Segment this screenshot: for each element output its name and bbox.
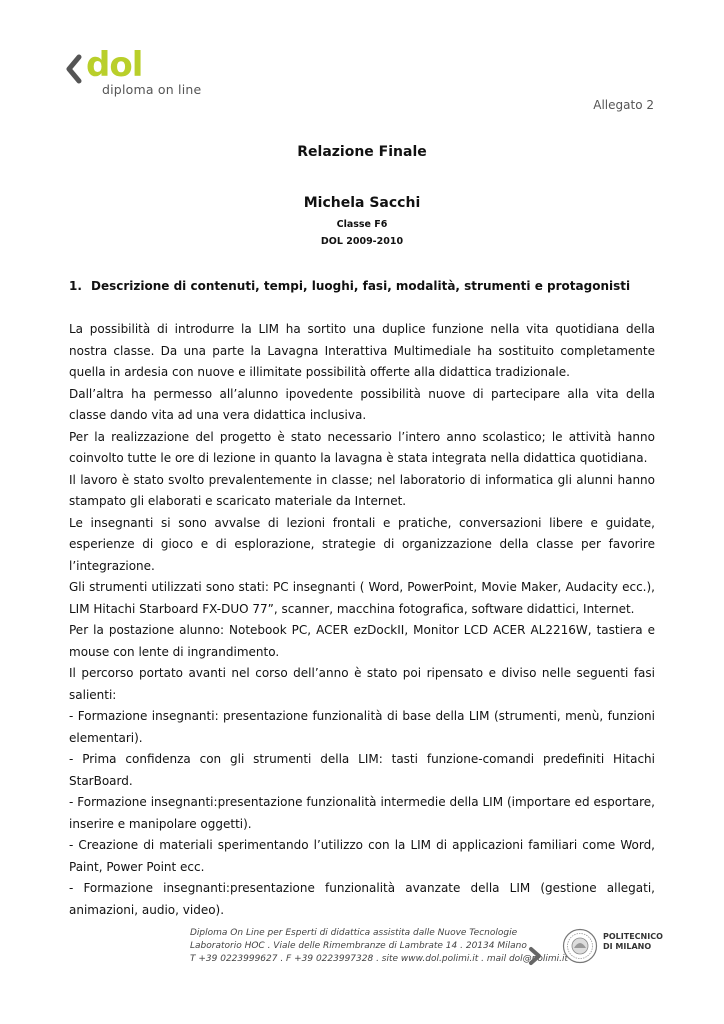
footer-contacts: T +39 0223999627 . F +39 0223997328 . site www.dol.polimi.it . mail dol@polimi.it: [190, 954, 569, 964]
document-title: Relazione Finale: [297, 144, 427, 160]
section-number: 1.: [69, 279, 82, 293]
paragraph: - Formazione insegnanti: presentazione funzionalità di base della LIM (strumenti, menù, funzioni elementari).: [69, 709, 655, 745]
section-title: Descrizione di contenuti, tempi, luoghi, fasi, modalità, strumenti e protagonisti: [91, 279, 631, 293]
paragraph: Il percorso portato avanti nel corso dell’anno è stato poi ripensato e diviso nelle seguenti fasi salienti:: [69, 666, 655, 702]
footer-program: Diploma On Line per Esperti di didattica assistita dalle Nuove Tecnologie: [190, 928, 518, 938]
politecnico-seal-icon: [562, 928, 598, 964]
paragraph: Per la postazione alunno: Notebook PC, ACER ezDockII, Monitor LCD ACER AL2216W, tastiera e mouse con lente di ingrandimento.: [69, 623, 655, 659]
paragraph: La possibilità di introdurre la LIM ha sortito una duplice funzione nella vita quotidiana della nostra classe. Da una parte la Lavagna Interattiva Multimediale ha sostituito completamente quella in ardesia con nuove e illimitate possibilità offerte alla didattica tradizionale.: [69, 322, 655, 379]
author-name: Michela Sacchi: [303, 195, 421, 211]
logo-word: dol: [86, 45, 143, 85]
footer-address: Laboratorio HOC . Viale delle Rimembranze di Lambrate 14 . 20134 Milano: [190, 941, 527, 951]
paragraph: - Creazione di materiali sperimentando l’utilizzo con la LIM di applicazioni familiari come Word, Paint, Power Point ecc.: [69, 838, 655, 874]
edition-label: DOL 2009-2010: [320, 236, 404, 247]
chevron-left-icon: [66, 54, 82, 84]
institution-name: [603, 932, 663, 952]
class-label: Classe F6: [336, 219, 388, 230]
paragraph: - Formazione insegnanti:presentazione funzionalità intermedie della LIM (importare ed esportare, inserire e manipolare oggetti).: [69, 795, 655, 831]
paragraph: Per la realizzazione del progetto è stato necessario l’intero anno scolastico; le attività hanno coinvolto tutte le ore di lezione in quanto la lavagna è stata integrata nella didattica quotidiana.: [69, 429, 655, 465]
paragraph: - Prima confidenza con gli strumenti della LIM: tasti funzione-comandi predefiniti Hitachi StarBoard.: [69, 752, 655, 788]
paragraph: Dall’altra ha permesso all’alunno ipovedente possibilità nuove di partecipare alla vita della classe dando vita ad una vera didattica inclusiva.: [69, 386, 655, 422]
paragraph: Le insegnanti si sono avvalse di lezioni frontali e pratiche, conversazioni libere e guidate, esperienze di gioco e di esplorazione, strategie di organizzazione della classe per favorire l’integrazione.: [69, 515, 655, 573]
institution-line: DI MILANO: [603, 942, 652, 951]
paragraph: - Formazione insegnanti:presentazione funzionalità avanzate della LIM (gestione allegati, animazioni, audio, video).: [69, 881, 655, 917]
paragraph: Il lavoro è stato svolto prevalentemente in classe; nel laboratorio di informatica gli alunni hanno stampato gli elaborati e scaricato materiale da Internet.: [69, 472, 655, 508]
section-heading: [69, 279, 630, 293]
chevron-right-icon: [528, 946, 542, 966]
body-text: [69, 319, 655, 921]
logo-subtitle: diploma on line: [102, 82, 202, 97]
attachment-label: Allegato 2: [593, 98, 654, 112]
paragraph: Gli strumenti utilizzati sono stati: PC insegnanti ( Word, PowerPoint, Movie Maker, Audacity ecc.), LIM Hitachi Starboard FX-DUO 77”, scanner, macchina fotografica, software didattici, Internet.: [69, 580, 655, 616]
dol-logo: [66, 45, 216, 100]
institution-line: POLITECNICO: [603, 932, 663, 941]
